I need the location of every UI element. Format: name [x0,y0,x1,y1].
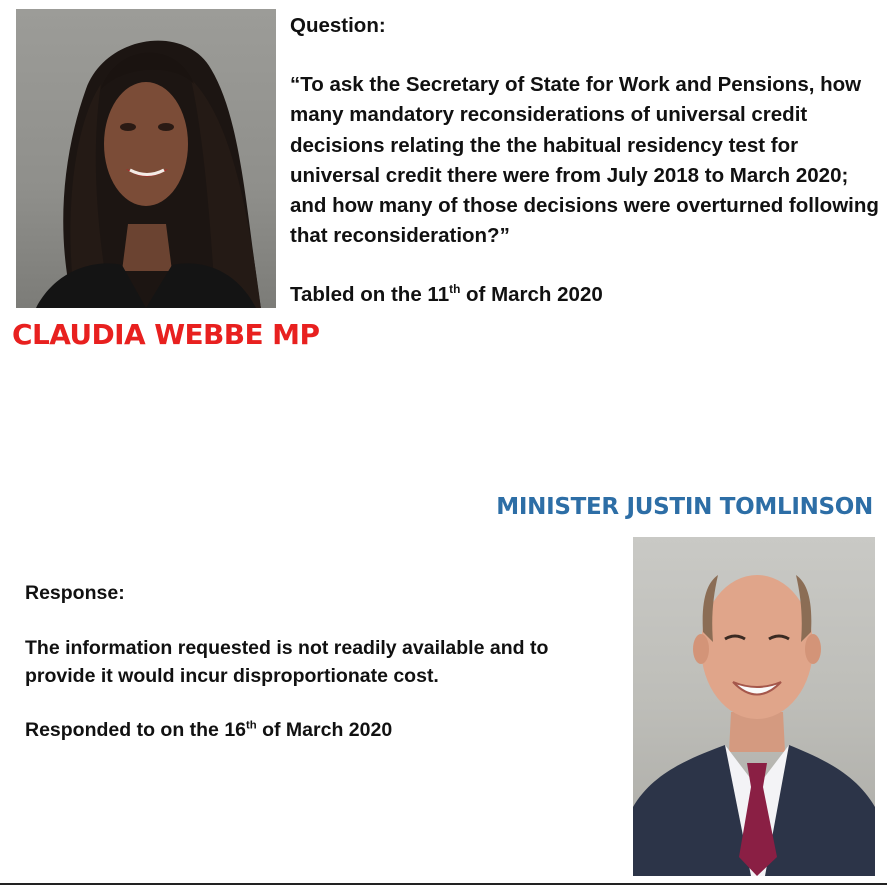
justin-tomlinson-photo [633,537,875,876]
minister-name: MINISTER JUSTIN TOMLINSON [496,494,873,520]
tabled-sup: th [449,282,461,297]
question-body: “To ask the Secretary of State for Work and Pensions, how many mandatory reconsiderations of universal credit decisions relating the the habitual residency test for universal credit there were from July 2018 to March 2020; and how many of those decisions were overturned following that reconsideration?” [290,73,879,248]
response-body: The information requested is not readily available and to provide it would incur disproportionate cost. [25,637,549,687]
response-label: Response: [25,582,125,604]
portrait-man-icon [633,537,875,876]
tabled-suffix: of March 2020 [460,283,603,306]
mp-name: CLAUDIA WEBBE MP [12,318,320,351]
bottom-divider [0,883,887,885]
tabled-prefix: Tabled on the 11 [290,283,450,306]
responded-date [25,717,392,745]
question-label: Question: [290,14,386,37]
tabled-date [290,280,603,310]
claudia-webbe-photo [16,9,276,308]
portrait-woman-icon [16,9,276,308]
responded-sup: th [246,719,257,732]
responded-prefix: Responded to on the 16 [25,719,247,741]
responded-suffix: of March 2020 [256,719,393,741]
